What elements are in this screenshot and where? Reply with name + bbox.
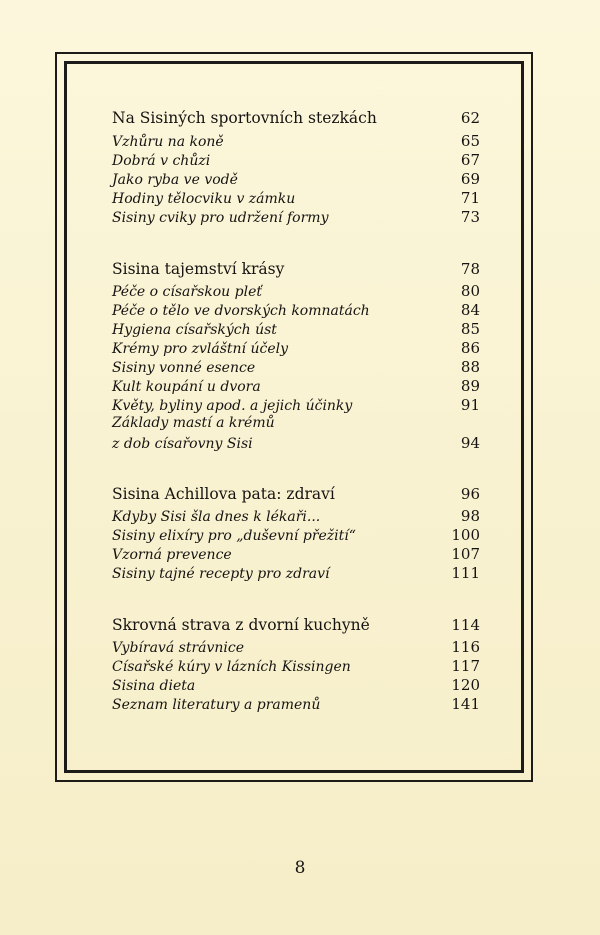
toc-page-number: 67: [460, 151, 480, 169]
toc-entry-title: Dobrá v chůzi: [112, 153, 211, 169]
toc-entry-title: Péče o tělo ve dvorských komnatách: [112, 303, 370, 319]
toc-entry-title: Hodiny tělocviku v zámku: [112, 191, 296, 207]
toc-entry-title: Sisina dieta: [112, 678, 196, 694]
toc-page-number: 78: [460, 260, 480, 278]
toc-entry: [112, 415, 480, 434]
toc-entry-title: Základy mastí a krémů: [112, 415, 275, 431]
toc-entry: [112, 189, 480, 208]
toc-page-number: 116: [451, 638, 480, 656]
toc-page-number: 69: [460, 170, 480, 188]
toc-entry: [112, 339, 480, 358]
toc-page-number: 107: [451, 545, 480, 563]
toc-entry: [112, 564, 480, 583]
toc-entry: [112, 657, 480, 676]
toc-page-number: 88: [460, 358, 480, 376]
toc-page-number: 94: [460, 434, 480, 452]
toc-page-number: 114: [451, 616, 480, 634]
toc-section-title: Skrovná strava z dvorní kuchyně: [112, 616, 370, 634]
toc-entry: [112, 695, 480, 714]
toc-entry-title: Seznam literatury a pramenů: [112, 697, 321, 713]
toc-entry-title: Vybíravá strávnice: [112, 640, 245, 656]
toc-page-number: 141: [451, 695, 480, 713]
toc-page-number: 71: [460, 189, 480, 207]
toc-entry-title: Vzorná prevence: [112, 547, 232, 563]
toc-entry: [112, 208, 480, 227]
toc-entry-title: Péče o císařskou pleť: [112, 284, 262, 300]
toc-entry-title: Hygiena císařských úst: [112, 322, 277, 338]
toc-entry: [112, 151, 480, 170]
toc-section-title: Sisina Achillova pata: zdraví: [112, 485, 335, 503]
toc-entry: [112, 545, 480, 564]
toc-entry: [112, 320, 480, 339]
toc-entry: [112, 676, 480, 695]
toc-entry: [112, 377, 480, 396]
toc-entry-title: Císařské kúry v lázních Kissingen: [112, 659, 351, 675]
toc-page-number: 117: [451, 657, 480, 675]
toc-entry-title: z dob císařovny Sisi: [112, 436, 253, 452]
toc-entry: [112, 638, 480, 657]
toc-page-number: 73: [460, 208, 480, 226]
toc-page-number: 84: [460, 301, 480, 319]
toc-entry: [112, 396, 480, 415]
toc-entry: [112, 132, 480, 151]
toc-entry-title: Sisiny elixíry pro „duševní přežití“: [112, 528, 356, 544]
toc-entry: [112, 301, 480, 320]
toc-page-number: 100: [451, 526, 480, 544]
toc-page-number: 98: [460, 507, 480, 525]
toc-entry-title: Květy, byliny apod. a jejich účinky: [112, 398, 353, 414]
toc-entry: [112, 507, 480, 526]
toc-page-number: 65: [460, 132, 480, 150]
toc-entry-title: Kult koupání u dvora: [112, 379, 261, 395]
toc-entry: [112, 170, 480, 189]
toc-page-number: 111: [451, 564, 480, 582]
toc-page-number: 96: [460, 485, 480, 503]
toc-section-heading: [112, 260, 480, 279]
toc-entry-title: Vzhůru na koně: [112, 134, 224, 150]
toc-entry: [112, 526, 480, 545]
toc-entry-title: Kdyby Sisi šla dnes k lékaři...: [112, 509, 321, 525]
page-number-footer: 8: [294, 858, 306, 878]
toc-entry: [112, 358, 480, 377]
toc-section-heading: [112, 109, 480, 128]
toc-section-title: Sisina tajemství krásy: [112, 260, 285, 278]
toc-page-number: 120: [451, 676, 480, 694]
toc-page-number: 91: [460, 396, 480, 414]
toc-entry: [112, 434, 480, 453]
toc-entry-title: Krémy pro zvláštní účely: [112, 341, 288, 357]
toc-entry-title: Sisiny cviky pro udržení formy: [112, 210, 329, 226]
toc-section-heading: [112, 485, 480, 504]
toc-entry: [112, 282, 480, 301]
toc-entry-title: Sisiny tajné recepty pro zdraví: [112, 566, 330, 582]
toc-section-title: Na Sisiných sportovních stezkách: [112, 109, 377, 127]
toc-page-number: 89: [460, 377, 480, 395]
toc-page-number: 85: [460, 320, 480, 338]
toc-page-number: 86: [460, 339, 480, 357]
toc-section-heading: [112, 616, 480, 635]
toc-page-number: 80: [460, 282, 480, 300]
toc-entry-title: Jako ryba ve vodě: [112, 172, 238, 188]
toc-page-number: 62: [460, 109, 480, 127]
toc-entry-title: Sisiny vonné esence: [112, 360, 256, 376]
